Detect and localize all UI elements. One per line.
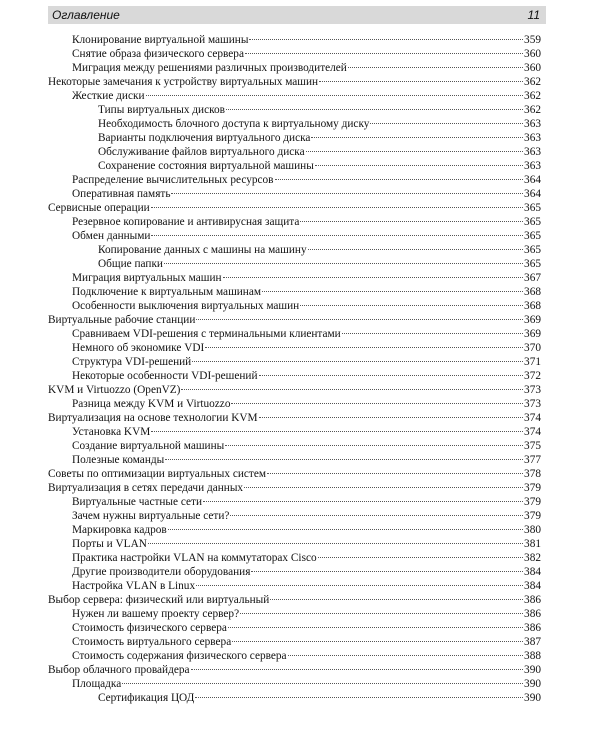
toc-entry-title: Сохранение состояния виртуальной машины [98, 160, 314, 172]
toc-entry-page: 368 [524, 300, 541, 312]
toc-entry [48, 145, 541, 159]
toc-entry [48, 229, 541, 243]
toc-entry-page: 365 [524, 202, 541, 214]
toc-leader-dots [319, 81, 523, 82]
toc-entry [48, 313, 541, 327]
toc-leader-dots [168, 529, 523, 530]
toc-entry-page: 360 [524, 62, 541, 74]
toc-leader-dots [223, 277, 523, 278]
toc-entry-title: Снятие образа физического сервера [72, 48, 244, 60]
toc-entry-page: 374 [524, 412, 541, 424]
toc-entry-title: Некоторые замечания к устройству виртуальных машин [48, 76, 319, 88]
toc-leader-dots [306, 151, 523, 152]
toc-entry [48, 425, 541, 439]
toc-entry-title: Настройка VLAN в Linux [72, 580, 196, 592]
toc-entry [48, 131, 541, 145]
toc-entry-title: Распределение вычислительных ресурсов [72, 174, 274, 186]
toc-leader-dots [195, 697, 523, 698]
toc-entry-page: 372 [524, 370, 541, 382]
toc-leader-dots [151, 235, 523, 236]
toc-entry-title: Порты и VLAN [72, 538, 147, 550]
toc-entry-page: 382 [524, 552, 541, 564]
toc-entry-title: Сервисные операции [48, 202, 150, 214]
toc-leader-dots [259, 375, 524, 376]
toc-entry [48, 243, 541, 257]
toc-entry-page: 360 [524, 48, 541, 60]
toc-entry [48, 551, 541, 565]
toc-entry-page: 390 [524, 692, 541, 704]
toc-entry [48, 509, 541, 523]
toc-entry-page: 374 [524, 426, 541, 438]
toc-entry-page: 367 [524, 272, 541, 284]
toc-leader-dots [164, 263, 523, 264]
toc-entry [48, 635, 541, 649]
toc-entry [48, 565, 541, 579]
toc-entry-page: 380 [524, 524, 541, 536]
toc-entry [48, 61, 541, 75]
toc-entry [48, 89, 541, 103]
toc-entry-title: Виртуальные рабочие станции [48, 314, 196, 326]
toc-entry-title: Немного об экономике VDI [72, 342, 205, 354]
toc-entry [48, 327, 541, 341]
toc-entry-page: 368 [524, 286, 541, 298]
toc-leader-dots [244, 487, 523, 488]
toc-entry [48, 439, 541, 453]
toc-entry [48, 467, 541, 481]
toc-entry-page: 388 [524, 650, 541, 662]
toc-entry-title: Зачем нужны виртуальные сети? [72, 510, 230, 522]
toc-leader-dots [245, 53, 523, 54]
toc-entry-title: Выбор облачного провайдера [48, 664, 190, 676]
toc-entry-title: Резервное копирование и антивирусная защита [72, 216, 300, 228]
toc-leader-dots [262, 291, 523, 292]
toc-entry-page: 384 [524, 580, 541, 592]
toc-entry-page: 386 [524, 622, 541, 634]
toc-entry-title: Особенности выключения виртуальных машин [72, 300, 300, 312]
toc-entry-page: 373 [524, 398, 541, 410]
toc-entry-title: Сравниваем VDI-решения с терминальными клиентами [72, 328, 341, 340]
toc-leader-dots [300, 221, 523, 222]
toc-entry-page: 390 [524, 664, 541, 676]
toc-entry-page: 365 [524, 244, 541, 256]
toc-entry-title: Клонирование виртуальной машины [72, 34, 249, 46]
toc-entry-page: 363 [524, 132, 541, 144]
toc-leader-dots [251, 571, 523, 572]
toc-entry-title: Нужен ли вашему проекту сервер? [72, 608, 240, 620]
toc-entry [48, 537, 541, 551]
toc-entry [48, 271, 541, 285]
toc-entry-title: Выбор сервера: физический или виртуальный [48, 594, 270, 606]
toc-entry-page: 365 [524, 258, 541, 270]
toc-entry [48, 649, 541, 663]
toc-leader-dots [342, 333, 523, 334]
toc-leader-dots [181, 389, 523, 390]
toc-entry [48, 285, 541, 299]
toc-entry [48, 201, 541, 215]
table-of-contents [48, 33, 541, 705]
toc-entry-title: Площадка [72, 678, 122, 690]
toc-entry-title: Оперативная память [72, 188, 171, 200]
toc-entry-page: 379 [524, 482, 541, 494]
toc-leader-dots [230, 515, 523, 516]
toc-entry-page: 390 [524, 678, 541, 690]
toc-entry-page: 369 [524, 314, 541, 326]
toc-entry [48, 453, 541, 467]
toc-entry [48, 495, 541, 509]
header-title: Оглавление [52, 8, 120, 22]
toc-leader-dots [348, 67, 523, 68]
toc-leader-dots [191, 669, 524, 670]
toc-entry [48, 159, 541, 173]
toc-leader-dots [311, 137, 523, 138]
toc-leader-dots [240, 613, 523, 614]
toc-entry-page: 375 [524, 440, 541, 452]
toc-entry [48, 411, 541, 425]
toc-entry-title: Советы по оптимизации виртуальных систем [48, 468, 266, 480]
toc-entry-title: Обслуживание файлов виртуального диска [98, 146, 305, 158]
toc-entry-page: 363 [524, 118, 541, 130]
toc-entry [48, 117, 541, 131]
toc-entry-title: Стоимость виртуального сервера [72, 636, 232, 648]
header-page-number: 11 [527, 8, 540, 22]
toc-leader-dots [249, 39, 523, 40]
toc-leader-dots [151, 207, 523, 208]
toc-entry [48, 355, 541, 369]
toc-leader-dots [225, 445, 523, 446]
toc-entry [48, 369, 541, 383]
toc-entry-page: 362 [524, 76, 541, 88]
toc-leader-dots [231, 403, 523, 404]
toc-entry-page: 362 [524, 104, 541, 116]
toc-entry-title: Структура VDI-решений [72, 356, 192, 368]
toc-entry-title: Подключение к виртуальным машинам [72, 286, 262, 298]
toc-entry-title: Типы виртуальных дисков [98, 104, 226, 116]
toc-entry [48, 47, 541, 61]
toc-entry-page: 377 [524, 454, 541, 466]
toc-entry [48, 103, 541, 117]
toc-leader-dots [165, 459, 523, 460]
toc-entry-page: 369 [524, 328, 541, 340]
toc-entry-title: Обмен данными [72, 230, 151, 242]
toc-entry-page: 386 [524, 594, 541, 606]
toc-leader-dots [318, 557, 523, 558]
toc-entry-page: 373 [524, 384, 541, 396]
toc-entry [48, 523, 541, 537]
toc-entry-title: Необходимость блочного доступа к виртуальному диску [98, 118, 370, 130]
toc-entry-title: Стоимость физического сервера [72, 622, 227, 634]
toc-entry-title: Маркировка кадров [72, 524, 167, 536]
toc-entry [48, 257, 541, 271]
toc-leader-dots [232, 641, 523, 642]
toc-leader-dots [203, 501, 523, 502]
toc-entry [48, 691, 541, 705]
toc-entry-title: Варианты подключения виртуального диска [98, 132, 311, 144]
toc-leader-dots [267, 473, 523, 474]
toc-entry-page: 378 [524, 468, 541, 480]
toc-leader-dots [122, 683, 523, 684]
toc-entry-page: 363 [524, 160, 541, 172]
toc-entry-title: Разница между KVM и Virtuozzo [72, 398, 231, 410]
toc-entry-page: 364 [524, 174, 541, 186]
toc-entry-title: Виртуализация на основе технологии KVM [48, 412, 258, 424]
toc-leader-dots [151, 431, 523, 432]
toc-leader-dots [228, 627, 523, 628]
toc-leader-dots [259, 417, 523, 418]
toc-entry [48, 33, 541, 47]
toc-entry [48, 187, 541, 201]
toc-leader-dots [196, 585, 523, 586]
toc-leader-dots [308, 249, 523, 250]
toc-entry [48, 383, 541, 397]
toc-entry-title: Копирование данных с машины на машину [98, 244, 307, 256]
toc-leader-dots [171, 193, 523, 194]
toc-entry-title: Миграция между решениями различных производителей [72, 62, 347, 74]
toc-leader-dots [148, 543, 523, 544]
toc-entry-title: Некоторые особенности VDI-решений [72, 370, 258, 382]
toc-entry-title: Создание виртуальной машины [72, 440, 225, 452]
toc-entry-title: KVM и Virtuozzo (OpenVZ) [48, 384, 181, 396]
toc-entry-page: 365 [524, 216, 541, 228]
toc-entry-page: 386 [524, 608, 541, 620]
toc-entry-title: Практика настройки VLAN на коммутаторах Cisco [72, 552, 317, 564]
toc-entry-page: 364 [524, 188, 541, 200]
toc-entry-page: 370 [524, 342, 541, 354]
toc-entry [48, 173, 541, 187]
toc-entry [48, 481, 541, 495]
toc-entry-title: Стоимость содержания физического сервера [72, 650, 287, 662]
toc-entry-page: 365 [524, 230, 541, 242]
toc-leader-dots [300, 305, 523, 306]
toc-entry [48, 593, 541, 607]
toc-entry [48, 579, 541, 593]
toc-leader-dots [205, 347, 523, 348]
toc-leader-dots [226, 109, 523, 110]
toc-leader-dots [146, 95, 524, 96]
toc-entry-title: Жесткие диски [72, 90, 145, 102]
toc-leader-dots [275, 179, 524, 180]
toc-entry-page: 362 [524, 90, 541, 102]
toc-entry [48, 397, 541, 411]
toc-entry-title: Другие производители оборудования [72, 566, 251, 578]
toc-entry-title: Виртуальные частные сети [72, 496, 203, 508]
toc-entry-page: 379 [524, 496, 541, 508]
toc-leader-dots [315, 165, 523, 166]
toc-entry [48, 341, 541, 355]
toc-entry [48, 215, 541, 229]
toc-leader-dots [196, 319, 523, 320]
toc-entry [48, 621, 541, 635]
toc-entry [48, 677, 541, 691]
toc-entry [48, 663, 541, 677]
toc-entry-page: 363 [524, 146, 541, 158]
toc-entry [48, 299, 541, 313]
page-header [48, 6, 546, 24]
toc-entry-page: 387 [524, 636, 541, 648]
toc-entry-page: 359 [524, 34, 541, 46]
toc-entry-title: Полезные команды [72, 454, 165, 466]
toc-entry-title: Сертификация ЦОД [98, 692, 195, 704]
toc-leader-dots [288, 655, 523, 656]
toc-leader-dots [270, 599, 523, 600]
toc-entry [48, 75, 541, 89]
toc-entry-page: 379 [524, 510, 541, 522]
toc-entry-page: 371 [524, 356, 541, 368]
toc-entry [48, 607, 541, 621]
toc-entry-page: 381 [524, 538, 541, 550]
toc-leader-dots [192, 361, 523, 362]
toc-entry-page: 384 [524, 566, 541, 578]
toc-entry-title: Общие папки [98, 258, 163, 270]
toc-entry-title: Виртуализация в сетях передачи данных [48, 482, 244, 494]
toc-entry-title: Установка KVM [72, 426, 151, 438]
toc-entry-title: Миграция виртуальных машин [72, 272, 222, 284]
toc-leader-dots [370, 123, 523, 124]
